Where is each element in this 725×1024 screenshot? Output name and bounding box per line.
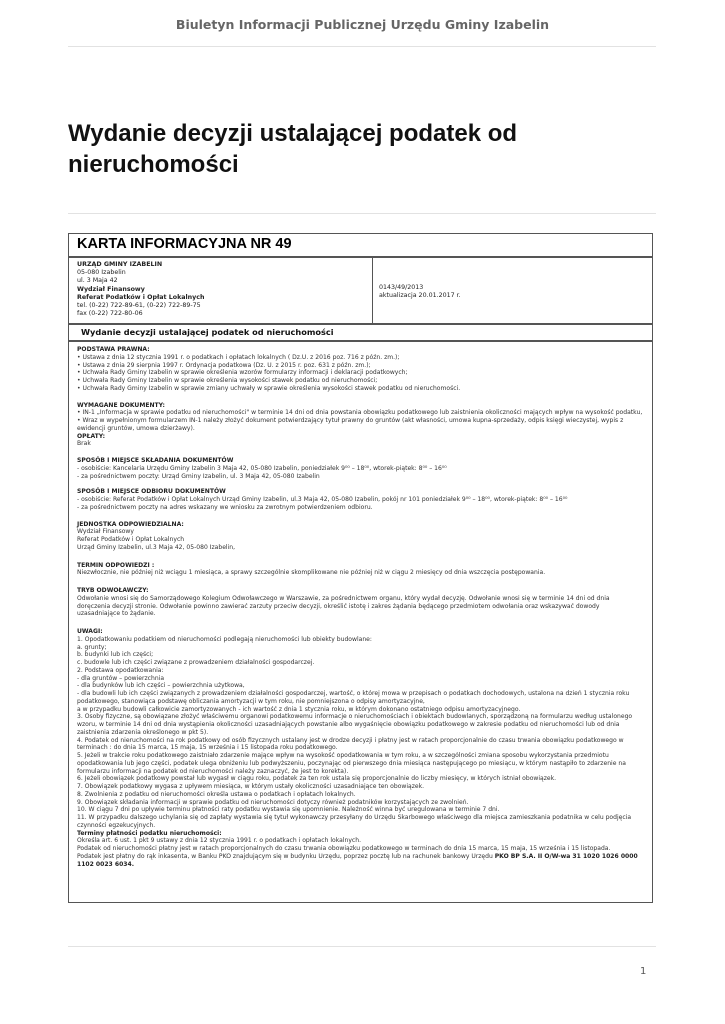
notes-line: 8. Zwolnienia z podatku od nieruchomości określa ustawa o podatkach i opłatach lokalnych. bbox=[77, 790, 356, 798]
office-department: Wydział Finansowy bbox=[77, 285, 145, 293]
notes-heading: UWAGI: bbox=[77, 628, 103, 635]
documents-heading: WYMAGANE DOKUMENTY: bbox=[77, 401, 165, 409]
submission-line: - osobiście: Kancelaria Urzędu Gminy Izabelin 3 Maja 42, 05-080 Izabelin, poniedziałek 9⁰⁰ – 18⁰⁰, wtorek-piątek: 8⁰⁰ – 16⁰⁰ bbox=[77, 464, 447, 472]
office-address bbox=[69, 258, 373, 323]
office-postal: 05-080 Izabelin bbox=[77, 269, 126, 277]
card-subtitle: Wydanie decyzji ustalającej podatek od nieruchomości bbox=[68, 324, 653, 341]
appeal-heading: TRYB ODWOŁAWCZY: bbox=[77, 587, 149, 594]
notes-line: a. grunty; bbox=[77, 643, 107, 651]
legal-basis-heading: PODSTAWA PRAWNA: bbox=[77, 346, 150, 353]
legal-line: • Uchwała Rady Gminy Izabelin w sprawie zmiany uchwały w sprawie określenia wysokości stawek podatku od nieruchomości. bbox=[77, 384, 461, 392]
legal-line: • Ustawa z dnia 29 sierpnia 1997 r. Ordynacja podatkowa (Dz. U. z 2015 r. poz. 631 z późn. zm.); bbox=[77, 361, 371, 369]
reference-cell bbox=[373, 258, 652, 323]
bank-account: PKO BP S.A. II O/W-wa 31 1020 1026 0000 1102 0023 6034. bbox=[77, 852, 638, 868]
payment-line: Podatek od nieruchomości płatny jest w ratach proporcjonalnych do czasu trwania obowiązku podatkowego w terminach do dnia 15 marca, 15 maja, 15 września i 15 listopada. bbox=[77, 845, 611, 852]
unit-heading: JEDNOSTKA ODPOWIEDZIALNA: bbox=[77, 520, 184, 528]
notes-line: 6. Jeżeli obowiązek podatkowy powstał lub wygasł w ciągu roku, podatek za ten rok ustala się proporcjonalnie do liczby miesięcy, w których istniał obowiązek. bbox=[77, 775, 557, 783]
site-header: Biuletyn Informacji Publicznej Urzędu Gminy Izabelin bbox=[175, 17, 550, 32]
page-number: 1 bbox=[640, 966, 647, 977]
payment-line: Określa art. 6 ust. 1 pkt 9 ustawy z dnia 12 stycznia 1991 r. o podatkach i opłatach lokalnych. bbox=[77, 837, 361, 845]
appeal-section bbox=[77, 587, 644, 618]
pickup-section bbox=[77, 488, 644, 511]
bank-info bbox=[77, 853, 644, 869]
legal-basis-section bbox=[77, 346, 644, 393]
notes-line: 10. W ciągu 7 dni po upływie terminu płatności raty podatku wystawia się upomnienie. Należność winna być uregulowana w terminie 7 dni. bbox=[77, 806, 500, 814]
notes-line: - dla budynków lub ich części – powierzchnia użytkowa, bbox=[77, 682, 245, 690]
unit-line: Urząd Gminy Izabelin, ul.3 Maja 42, 05-080 Izabelin, bbox=[77, 543, 236, 551]
deadline-section bbox=[77, 562, 644, 578]
notes-line: 5. Jeżeli w trakcie roku podatkowego zaistniało zdarzenie mające wpływ na wysokość opodatkowania w tym roku, a w szczególności zmiana sposobu wykorzystania przedmiotu opodatkowania lub jego części, podatek ulega obniżeniu lub podwyższeniu, poczynając od pierwszego dnia miesiąca następującego po miesiącu, w którym nastąpiło to zdarzenie na formularzu informacji na podatek od nieruchomości należy zaznaczyć, że jest to korekta). bbox=[77, 752, 626, 775]
header-divider bbox=[68, 46, 656, 47]
page-title: Wydanie decyzji ustalającej podatek od nieruchomości bbox=[68, 120, 518, 178]
notes-line: 9. Obowiązek składania informacji w sprawie podatku od nieruchomości dotyczy również podatników korzystających ze zwolnień. bbox=[77, 798, 469, 806]
submission-line: - za pośrednictwem poczty: Urząd Gminy Izabelin, ul. 3 Maja 42, 05-080 Izabelin bbox=[77, 472, 320, 480]
legal-line: • Uchwała Rady Gminy Izabelin w sprawie określenia wzorów formularzy informacji i deklaracji podatkowych; bbox=[77, 369, 408, 377]
office-fax: fax (0-22) 722-80-06 bbox=[77, 310, 143, 318]
submission-heading: SPOSÓB I MIEJSCE SKŁADANIA DOKUMENTÓW bbox=[77, 457, 234, 464]
unit-line: Referat Podatków i Opłat Lokalnych bbox=[77, 536, 185, 543]
unit-line: Wydział Finansowy bbox=[77, 528, 134, 536]
documents-line: • IN-1 „Informacja w sprawie podatku od nieruchomości" w terminie 14 dni od dnia powstania obowiązku podatkowego lub zaistnienia okoliczności mających wpływ na wysokość podatku, bbox=[77, 409, 643, 417]
notes-line: 3. Osoby fizyczne, są obowiązane złożyć właściwemu organowi podatkowemu informacje o nieruchomościach i obiektach budowlanych, sporządzoną na formularzu według ustalonego wzoru, w terminie 14 dni od dnia wystąpienia okoliczności uzasadniających powstanie albo wygaśnięcie obowiązku podatkowego w zakresie podatku od nieruchomości lub od dnia zaistnienia zdarzenia określonego w pkt 5). bbox=[77, 713, 633, 736]
submission-section bbox=[77, 457, 644, 480]
office-name: URZĄD GMINY IZABELIN bbox=[77, 261, 163, 268]
update-date: aktualizacja 20.01.2017 r. bbox=[379, 292, 461, 300]
fees-section bbox=[77, 433, 644, 449]
notes-line: c. budowle lub ich części związane z prowadzeniem działalności gospodarczej. bbox=[77, 659, 315, 666]
documents-line: • Wraz w wypełnionym formularzem IN-1 należy złożyć dokument potwierdzający tytuł prawny do gruntów (akt własności, umowa kupna-sprzedaży, odpis księgi wieczystej, wypis z ewidencji gruntów, umowa dzierżawy). bbox=[77, 417, 624, 432]
office-street: ul. 3 Maja 42 bbox=[77, 277, 118, 285]
notes-line: 1. Opodatkowaniu podatkiem od nieruchomości podlegają nieruchomości lub obiekty budowlane: bbox=[77, 635, 372, 643]
fees-heading: OPŁATY: bbox=[77, 432, 106, 440]
notes-line: a w przypadku budowli całkowicie zamortyzowanych - ich wartość z dnia 1 stycznia roku, w którym dokonano ostatniego odpisu amortyzacyjnego. bbox=[77, 705, 521, 713]
fees-value: Brak bbox=[77, 440, 91, 448]
office-phone: tel. (0-22) 722-89-61, (0-22) 722-89-75 bbox=[77, 302, 201, 310]
documents-section bbox=[77, 402, 644, 433]
card-heading: KARTA INFORMACYJNA NR 49 bbox=[68, 233, 653, 257]
notes-line: - dla budowli lub ich części związanych z prowadzeniem działalności gospodarczej, wartość, o której mowa w przepisach o podatkach dochodowych, ustalona na dzień 1 stycznia roku podatkowego, stanowiąca podstawę obliczania amortyzacji w tym roku, nie pomniejszona o odpisy amortyzacyjne, bbox=[77, 690, 630, 705]
appeal-line: Odwołanie wnosi się do Samorządowego Kolegium Odwoławczego w Warszawie, za pośrednictwem organu, który wydał decyzję. Odwołanie wnosi się w terminie 14 dni od dnia doręczenia decyzji stronie. Odwołanie powinno zawierać zarzuty przeciw decyzji, określić istotę i zakres żądania będącego przedmiotem odwołania oraz wskazywać dowody uzasadniające to żądanie. bbox=[77, 594, 610, 618]
notes-line: 11. W przypadku dalszego uchylania się od zapłaty wystawia się tytuł wykonawczy przesyłany do Urzędu Skarbowego właściwego dla miejsca zamieszkania podatnika w celu podjęcia czynności egzekucyjnych. bbox=[77, 814, 632, 829]
office-info-row bbox=[68, 257, 653, 324]
footer-divider bbox=[68, 946, 656, 947]
payment-terms-heading: Terminy płatności podatku nieruchomości: bbox=[77, 829, 222, 837]
title-divider bbox=[68, 213, 656, 214]
bank-text: Podatek jest płatny do rąk inkasenta, w Banku PKO znajdującym się w budynku Urzędu, poprzez pocztę lub na rachunek bankowy Urzędu bbox=[77, 852, 495, 860]
deadline-heading: TERMIN ODPOWIEDZI : bbox=[77, 561, 155, 569]
legal-line: • Uchwała Rady Gminy Izabelin w sprawie określenia wysokości stawek podatku od nieruchomości; bbox=[77, 377, 378, 384]
pickup-heading: SPOSÓB I MIEJSCE ODBIORU DOKUMENTÓW bbox=[77, 488, 226, 496]
legal-line: • Ustawa z dnia 12 stycznia 1991 r. o podatkach i opłatach lokalnych ( Dz.U. z 2016 poz. 716 z późn. zm.); bbox=[77, 353, 400, 361]
notes-line: b. budynki lub ich części; bbox=[77, 651, 154, 659]
notes-section bbox=[77, 628, 644, 868]
notes-line: - dla gruntów – powierzchnia bbox=[77, 674, 165, 682]
unit-section bbox=[77, 521, 644, 552]
office-unit: Referat Podatków i Opłat Lokalnych bbox=[77, 293, 205, 301]
pickup-line: - osobiście: Referat Podatków i Opłat Lokalnych Urząd Gminy Izabelin, ul.3 Maja 42, 05-080 Izabelin, pokój nr 101 poniedziałek 9⁰⁰ – 18⁰⁰, wtorek-piątek: 8⁰⁰ – 16⁰⁰ bbox=[77, 496, 568, 503]
card-content bbox=[68, 341, 653, 903]
notes-line: 7. Obowiązek podatkowy wygasa z upływem miesiąca, w którym ustały okoliczności uzasadniające ten obowiązek. bbox=[77, 783, 425, 790]
pickup-line: - za pośrednictwem poczty na adres wskazany we wniosku za zwrotnym potwierdzeniem odbioru. bbox=[77, 503, 373, 511]
notes-line: 4. Podatek od nieruchomości na rok podatkowy od osób fizycznych ustalany jest w drodze decyzji i płatny jest w ratach proporcjonalnie do czasu trwania obowiązku podatkowego w terminach : do dnia 15 marca, 15 maja, 15 września i 15 listopada roku podatkowego. bbox=[77, 736, 624, 752]
reference-number: 0143/49/2013 bbox=[379, 284, 424, 291]
notes-line: 2. Podstawa opodatkowania: bbox=[77, 666, 164, 674]
deadline-line: Niezwłocznie, nie później niż wciągu 1 miesiąca, a sprawy szczególnie skomplikowane nie później niż w ciągu 2 miesięcy od dnia wszczęcia postępowania. bbox=[77, 569, 546, 577]
